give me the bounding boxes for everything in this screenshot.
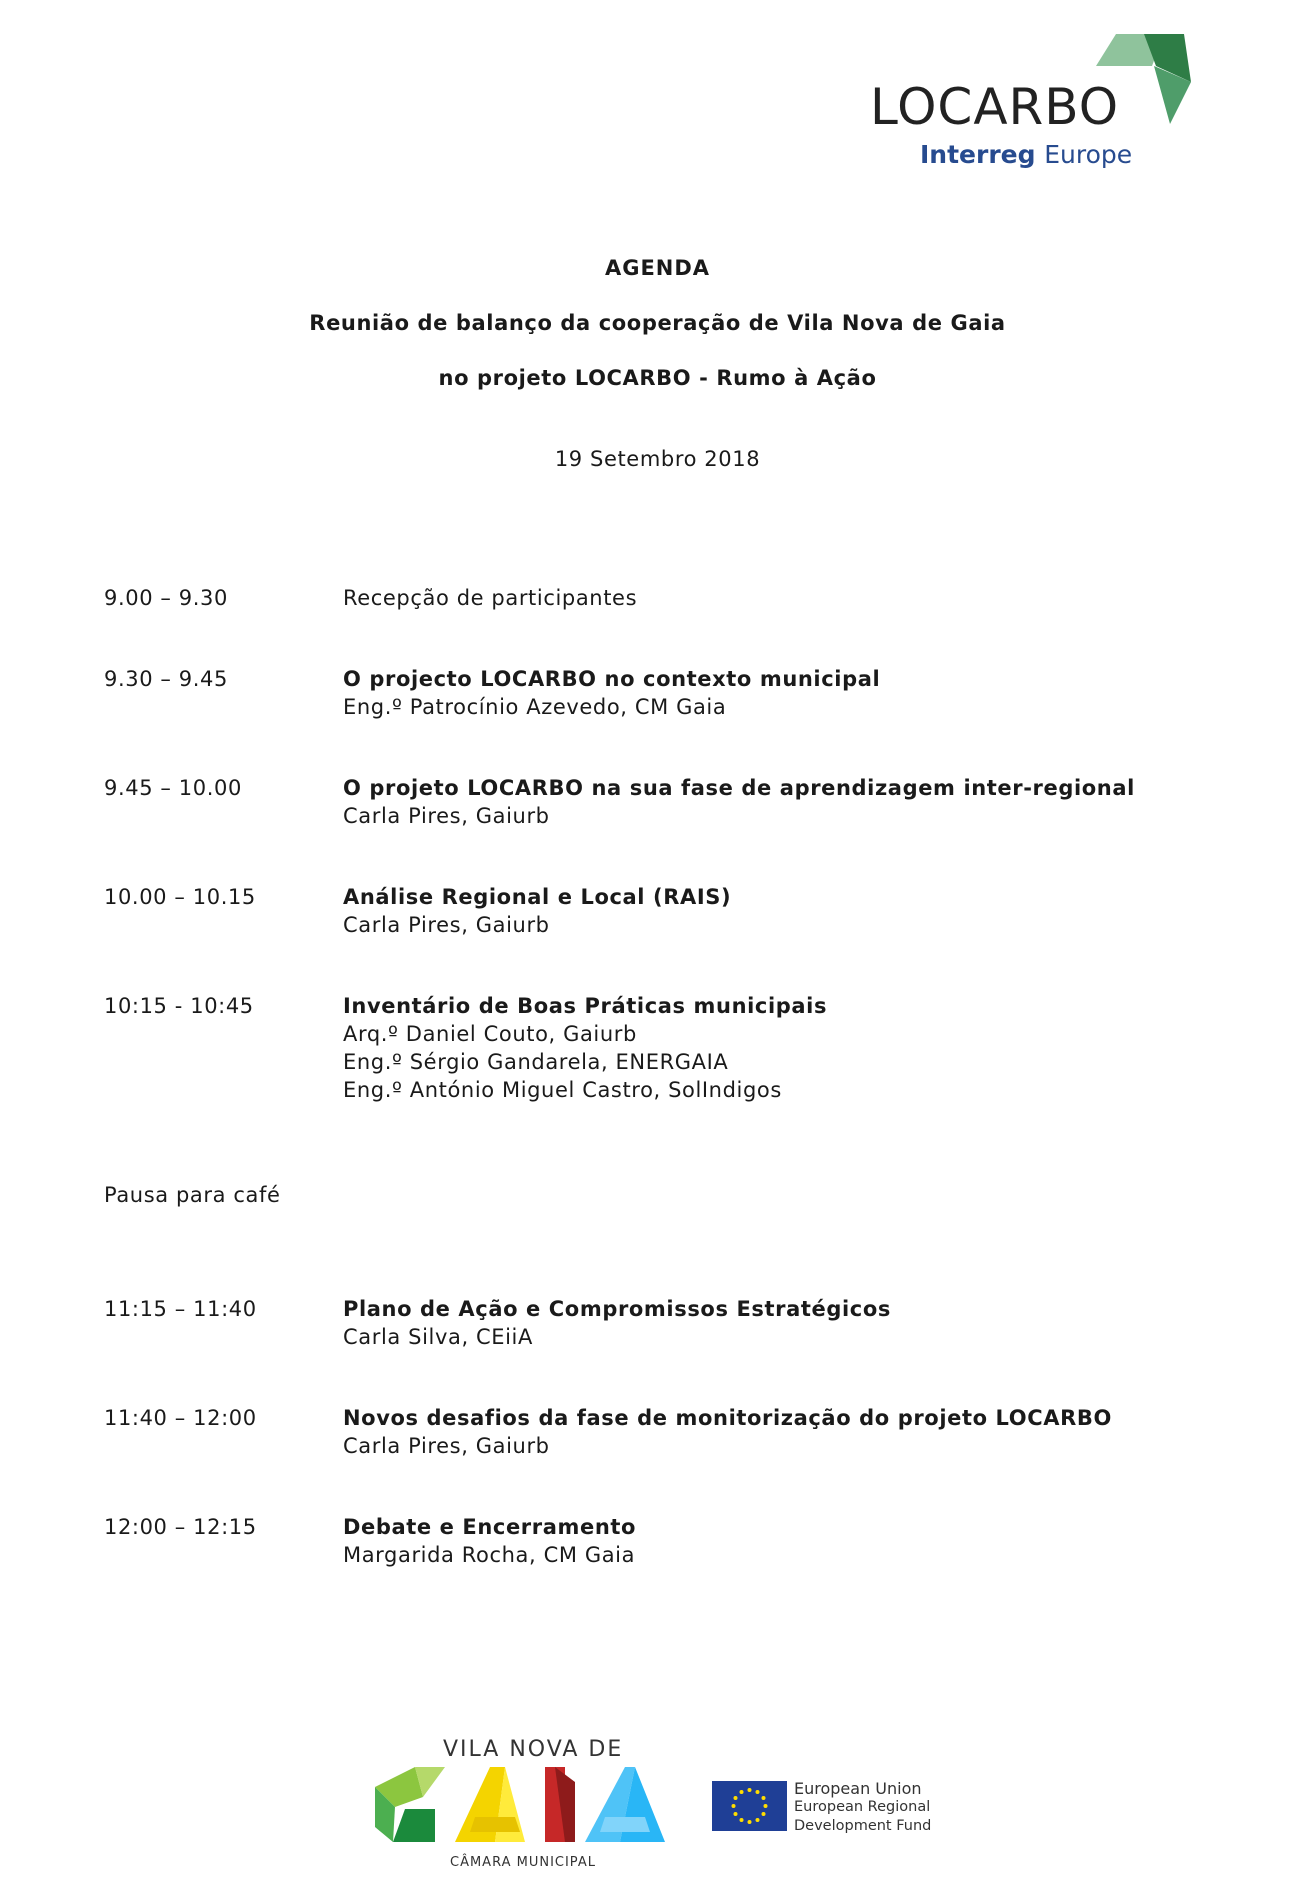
session-title: O projecto LOCARBO no contexto municipal xyxy=(343,667,881,691)
session-speaker: Margarida Rocha, CM Gaia xyxy=(343,1543,636,1567)
session-speaker: Eng.º Patrocínio Azevedo, CM Gaia xyxy=(343,695,727,719)
gaia-logo-bottom-text: CÂMARA MUNICIPAL xyxy=(450,1855,596,1870)
locarbo-interreg-logo xyxy=(870,34,1190,184)
eu-text-block xyxy=(794,1779,931,1836)
session-title: Recepção de participantes xyxy=(343,586,638,610)
agenda-title: AGENDA xyxy=(604,256,711,280)
session-title: Inventário de Boas Práticas municipais xyxy=(343,994,828,1018)
session-content xyxy=(343,1513,636,1569)
session-speaker: Carla Pires, Gaiurb xyxy=(343,804,550,828)
session-speaker: Arq.º Daniel Couto, Gaiurb xyxy=(343,1022,637,1046)
session-speaker: Carla Pires, Gaiurb xyxy=(343,1434,550,1458)
session-title: O projeto LOCARBO na sua fase de aprendizagem inter-regional xyxy=(343,776,1135,800)
session-content xyxy=(343,1295,891,1351)
session-title: Plano de Ação e Compromissos Estratégicos xyxy=(343,1297,891,1321)
session-speaker: Eng.º Sérgio Gandarela, ENERGAIA xyxy=(343,1050,729,1074)
agenda-date: 19 Setembro 2018 xyxy=(554,447,761,471)
session-time: 9.00 – 9.30 xyxy=(104,586,228,610)
europe-label: Europe xyxy=(1044,140,1133,169)
eu-line2: European Regional xyxy=(794,1799,931,1815)
agenda-subtitle-line1: Reunião de balanço da cooperação de Vila Nova de Gaia xyxy=(309,311,1006,335)
eu-line3: Development Fund xyxy=(794,1818,932,1834)
eu-flag-icon xyxy=(712,1781,787,1831)
agenda-subtitle-line2: no projeto LOCARBO - Rumo à Ação xyxy=(438,366,877,390)
session-time: 10.00 – 10.15 xyxy=(104,885,256,909)
session-content xyxy=(343,1404,1112,1460)
gaia-logo-icon xyxy=(375,1767,685,1852)
session-content xyxy=(343,883,731,939)
session-title: Novos desafios da fase de monitorização do projeto LOCARBO xyxy=(343,1406,1112,1430)
session-time: 10:15 - 10:45 xyxy=(104,994,254,1018)
session-title: Análise Regional e Local (RAIS) xyxy=(343,885,732,909)
session-time: 9.45 – 10.00 xyxy=(104,776,242,800)
session-time: 11:40 – 12:00 xyxy=(104,1406,257,1430)
session-content xyxy=(343,992,827,1104)
session-speaker: Carla Pires, Gaiurb xyxy=(343,913,550,937)
coffee-break: Pausa para café xyxy=(104,1183,281,1207)
session-content xyxy=(343,584,637,612)
session-content xyxy=(343,774,1135,830)
session-time: 9.30 – 9.45 xyxy=(104,667,228,691)
session-time: 12:00 – 12:15 xyxy=(104,1515,257,1539)
session-title: Debate e Encerramento xyxy=(343,1515,637,1539)
gaia-logo-top-text: VILA NOVA DE xyxy=(443,1737,624,1762)
interreg-wordmark xyxy=(920,140,1132,169)
eu-regional-fund-logo xyxy=(712,1779,942,1839)
locarbo-wordmark: LOCARBO xyxy=(870,78,1120,136)
eu-stars-icon xyxy=(712,1781,787,1831)
session-time: 11:15 – 11:40 xyxy=(104,1297,257,1321)
gaia-municipal-logo xyxy=(375,1737,685,1877)
interreg-label: Interreg xyxy=(920,140,1036,169)
session-speaker: Carla Silva, CEiiA xyxy=(343,1325,533,1349)
session-content xyxy=(343,665,880,721)
session-speaker: Eng.º António Miguel Castro, SolIndigos xyxy=(343,1078,782,1102)
eu-line1: European Union xyxy=(794,1779,922,1798)
